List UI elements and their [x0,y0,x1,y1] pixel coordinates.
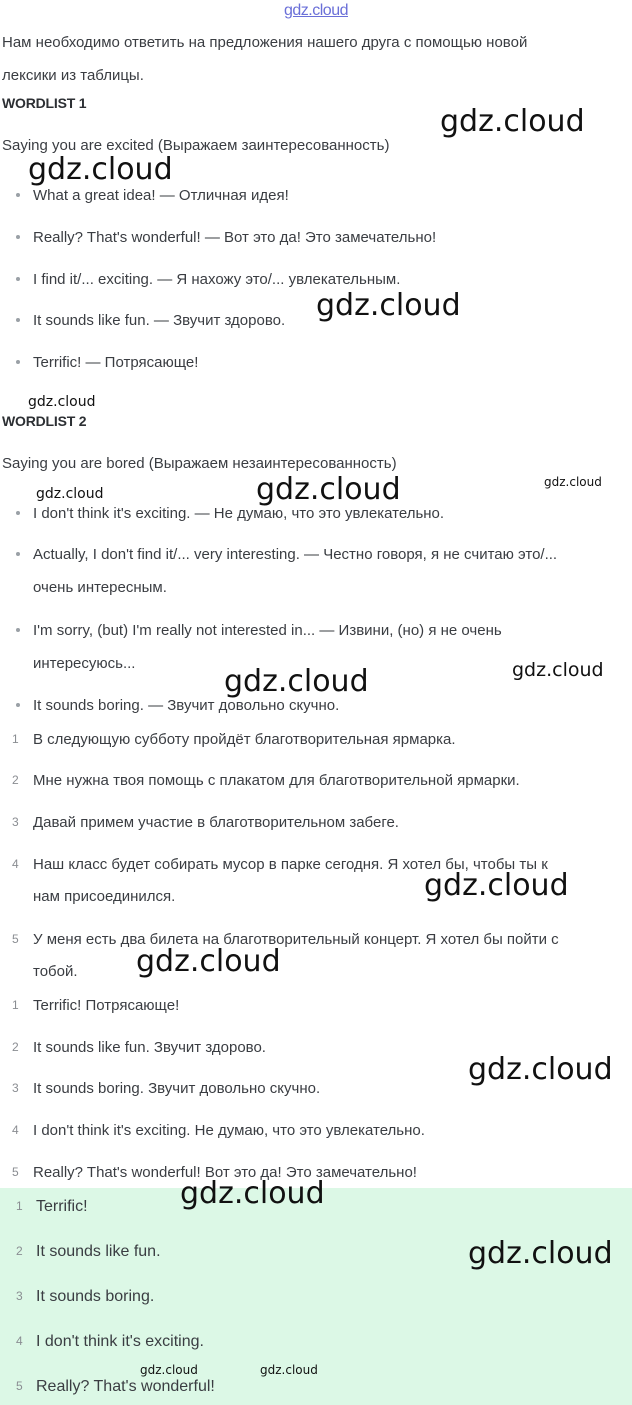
answer-number: 4 [16,1334,23,1348]
bullet-icon [16,628,20,632]
site-logo[interactable]: gdz.cloud [284,2,348,19]
watermark: gdz.cloud [316,288,461,323]
watermark: gdz.cloud [136,944,281,979]
answer-text: It sounds boring. Звучит довольно скучно. [33,1080,321,1097]
watermark: gdz.cloud [224,664,369,699]
statement-number: 2 [12,773,19,787]
list-item-text: I don't think it's exciting. — Не думаю, что это увлекательно. [33,505,445,522]
statement-number: 4 [12,857,19,871]
answer-text: It sounds like fun. Звучит здорово. [33,1039,266,1056]
answer-number: 5 [12,1165,19,1179]
answer-text: Really? That's wonderful! [36,1378,215,1395]
answer-text: Really? That's wonderful! Вот это да! Это замечательно! [33,1164,417,1181]
answer-text: It sounds boring. [36,1288,155,1305]
bullet-icon [16,703,20,707]
statement-number: 5 [12,932,19,946]
answer-text: It sounds like fun. [36,1243,161,1260]
statement-text: тобой. [33,963,78,980]
wordlist2-heading: WORDLIST 2 [2,413,87,429]
list-item-text: I find it/... exciting. — Я нахожу это/... увлекательным. [33,271,401,288]
intro-line-1: Нам необходимо ответить на предложения нашего друга с помощью новой [2,34,528,51]
answer-number: 3 [16,1289,23,1303]
list-item-text: It sounds boring. — Звучит довольно скучно. [33,697,340,714]
statement-number: 3 [12,815,19,829]
answer-number: 1 [12,998,19,1012]
list-item-text: Actually, I don't find it/... very interesting. — Честно говоря, я не считаю это/... [33,546,558,563]
watermark: gdz.cloud [440,104,585,139]
statement-number: 1 [12,732,19,746]
statement-text: Мне нужна твоя помощь с плакатом для благотворительной ярмарки. [33,772,520,789]
answer-number: 2 [12,1040,19,1054]
bullet-icon [16,552,20,556]
bullet-icon [16,277,20,281]
wordlist1-heading: WORDLIST 1 [2,95,87,111]
watermark: gdz.cloud [260,1363,318,1377]
statement-text: В следующую субботу пройдёт благотворительная ярмарка. [33,731,456,748]
answer-text: I don't think it's exciting. [36,1333,204,1350]
statement-text: Наш класс будет собирать мусор в парке сегодня. Я хотел бы, чтобы ты к [33,856,548,873]
answer-text: Terrific! Потрясающе! [33,997,180,1014]
watermark: gdz.cloud [28,394,96,410]
list-item-text: I'm sorry, (but) I'm really not interested in... — Извини, (но) я не очень [33,622,502,639]
statement-text: У меня есть два билета на благотворительный концерт. Я хотел бы пойти с [33,931,559,948]
answer-number: 3 [12,1081,19,1095]
bullet-icon [16,193,20,197]
answer-text: Terrific! [36,1198,88,1215]
statement-text: Давай примем участие в благотворительном забеге. [33,814,399,831]
watermark: gdz.cloud [544,475,602,489]
watermark: gdz.cloud [512,659,604,681]
answer-text: I don't think it's exciting. Не думаю, что это увлекательно. [33,1122,425,1139]
wordlist2-subtitle: Saying you are bored (Выражаем незаинтересованность) [2,455,397,472]
list-item-text: It sounds like fun. — Звучит здорово. [33,312,286,329]
answer-number: 2 [16,1244,23,1258]
watermark: gdz.cloud [28,152,173,187]
watermark: gdz.cloud [140,1363,198,1377]
answer-number: 1 [16,1199,23,1213]
watermark: gdz.cloud [180,1176,325,1211]
list-item-text: What a great idea! — Отличная идея! [33,187,289,204]
wordlist1-subtitle: Saying you are excited (Выражаем заинтересованность) [2,137,390,154]
watermark: gdz.cloud [36,486,104,502]
list-item-text: Really? That's wonderful! — Вот это да! Это замечательно! [33,229,437,246]
bullet-icon [16,360,20,364]
list-item-text: Terrific! — Потрясающе! [33,354,199,371]
bullet-icon [16,511,20,515]
list-item-text: интересуюсь... [33,655,136,672]
list-item-text: очень интересным. [33,579,167,596]
bullet-icon [16,318,20,322]
watermark: gdz.cloud [468,1052,613,1087]
watermark: gdz.cloud [468,1236,613,1271]
intro-line-2: лексики из таблицы. [2,67,144,84]
bullet-icon [16,235,20,239]
answer-number: 5 [16,1379,23,1393]
answer-number: 4 [12,1123,19,1137]
statement-text: нам присоединился. [33,888,176,905]
watermark: gdz.cloud [256,472,401,507]
watermark: gdz.cloud [424,868,569,903]
